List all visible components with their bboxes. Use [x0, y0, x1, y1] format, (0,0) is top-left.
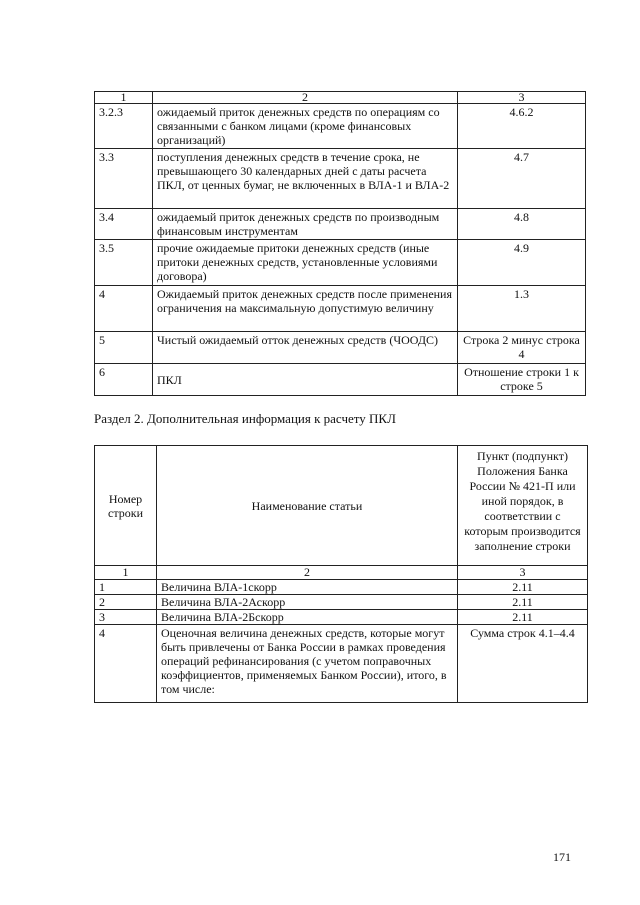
row-description: ПКЛ — [153, 364, 458, 396]
table-header-row — [95, 92, 586, 104]
table-row — [95, 209, 586, 240]
table-row — [95, 595, 588, 610]
row-reference: 2.11 — [458, 610, 588, 625]
table-row — [95, 364, 586, 396]
row-reference: 2.11 — [458, 580, 588, 595]
row-reference: Сумма строк 4.1–4.4 — [458, 625, 588, 703]
row-reference: 4.6.2 — [458, 104, 586, 149]
row-description: ожидаемый приток денежных средств по производным финансовым инструментам — [153, 209, 458, 240]
table-row — [95, 332, 586, 364]
row-number: 4 — [95, 625, 157, 703]
column-number-1: 1 — [95, 92, 153, 104]
header-item-name: Наименование статьи — [157, 446, 458, 566]
row-description: Оценочная величина денежных средств, которые могут быть привлечены от Банка России в рамках проведения операций рефинансирования (с учетом поправочных коэффициентов, применяемых Банком России), итого, в том числе: — [157, 625, 458, 703]
row-number: 3.4 — [95, 209, 153, 240]
row-description: Чистый ожидаемый отток денежных средств (ЧООДС) — [153, 332, 458, 364]
table-row — [95, 149, 586, 209]
row-number: 3.5 — [95, 240, 153, 286]
liquidity-table-section1 — [94, 91, 586, 396]
row-description: прочие ожидаемые притоки денежных средств (иные притоки денежных средств, установленные условиями договора) — [153, 240, 458, 286]
section-title: Раздел 2. Дополнительная информация к расчету ПКЛ — [94, 411, 396, 426]
column-number-2: 2 — [153, 92, 458, 104]
row-reference: 4.7 — [458, 149, 586, 209]
row-reference: Строка 2 минус строка 4 — [458, 332, 586, 364]
column-number-3: 3 — [458, 92, 586, 104]
header-row-number: Номер строки — [95, 446, 157, 566]
table-row — [95, 580, 588, 595]
header-regulation-reference: Пункт (подпункт) Положения Банка России № 421-П или иной порядок, в соответствии с которым производится заполнение строки — [458, 446, 588, 566]
row-description: Величина ВЛА-2Бскорр — [157, 610, 458, 625]
row-description: Величина ВЛА-1скорр — [157, 580, 458, 595]
table-header-row — [95, 446, 588, 566]
row-description: Величина ВЛА-2Аскорр — [157, 595, 458, 610]
additional-info-table — [94, 445, 588, 703]
table-row — [95, 610, 588, 625]
row-number: 3.2.3 — [95, 104, 153, 149]
row-reference: 4.9 — [458, 240, 586, 286]
row-description: ожидаемый приток денежных средств по операциям со связанными с банком лицами (кроме финансовых организаций) — [153, 104, 458, 149]
row-number: 4 — [95, 286, 153, 332]
table-row — [95, 286, 586, 332]
row-reference: 2.11 — [458, 595, 588, 610]
row-number: 3.3 — [95, 149, 153, 209]
row-reference: 1.3 — [458, 286, 586, 332]
row-description: поступления денежных средств в течение срока, не превышающего 30 календарных дней с даты расчета ПКЛ, от ценных бумаг, не включенных в ВЛА-1 и ВЛА-2 — [153, 149, 458, 209]
row-reference: 4.8 — [458, 209, 586, 240]
row-number: 2 — [95, 595, 157, 610]
column-numbers-row — [95, 566, 588, 580]
column-number-2: 2 — [157, 566, 458, 580]
row-reference: Отношение строки 1 к строке 5 — [458, 364, 586, 396]
row-number: 5 — [95, 332, 153, 364]
row-number: 6 — [95, 364, 153, 396]
table-row — [95, 625, 588, 703]
column-number-3: 3 — [458, 566, 588, 580]
page-number: 171 — [553, 850, 571, 864]
row-number: 1 — [95, 580, 157, 595]
column-number-1: 1 — [95, 566, 157, 580]
table-row — [95, 240, 586, 286]
row-description: Ожидаемый приток денежных средств после применения ограничения на максимальную допустимую величину — [153, 286, 458, 332]
table-row — [95, 104, 586, 149]
row-number: 3 — [95, 610, 157, 625]
